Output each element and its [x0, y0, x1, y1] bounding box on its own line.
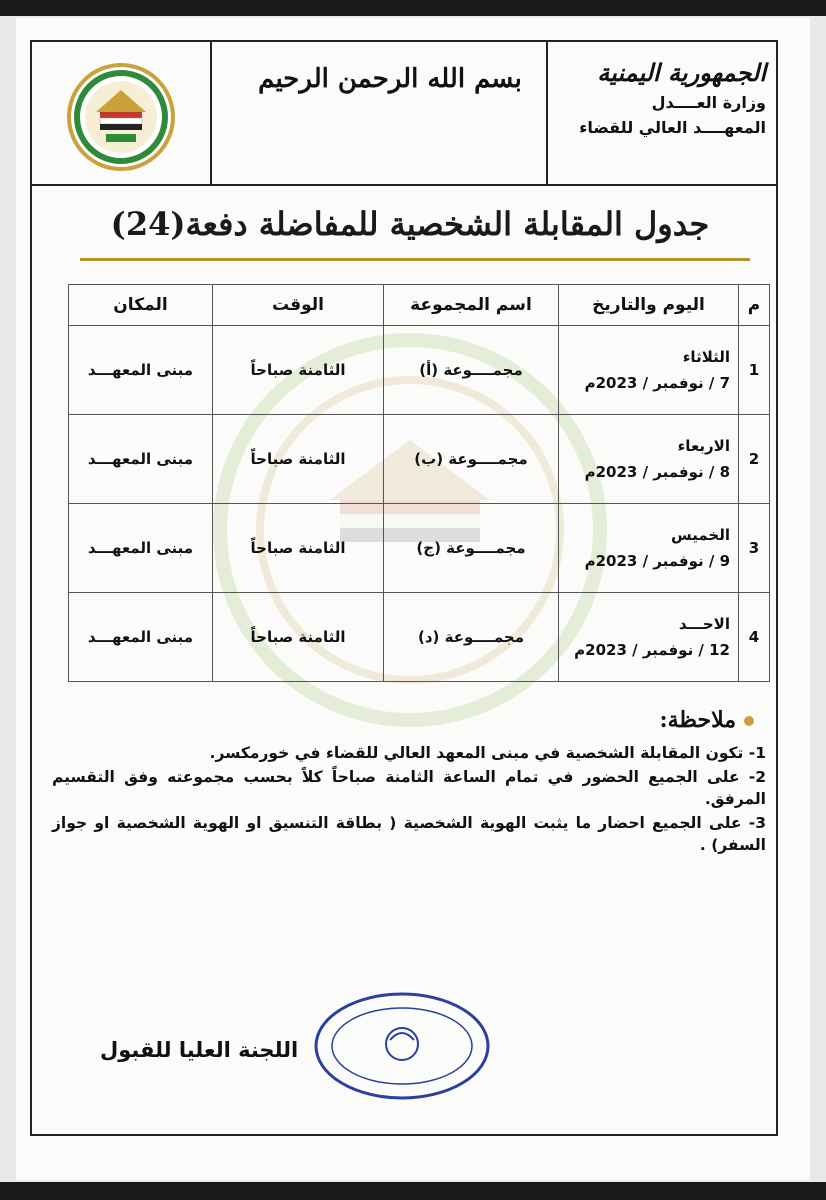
header-num: م [739, 285, 770, 326]
header-divider-left [210, 42, 212, 185]
table-header-row [69, 285, 770, 326]
row-group: مجمــــوعة (د) [384, 593, 559, 682]
notes-heading [660, 707, 754, 733]
institute-name: المعهــــد العالي للقضاء [579, 118, 766, 137]
row-time: الثامنة صباحاً [213, 415, 384, 504]
table-row [69, 504, 770, 593]
header-group: اسم المجموعة [384, 285, 559, 326]
row-date: 12 / نوفمبر / 2023م [574, 641, 730, 659]
row-time: الثامنة صباحاً [213, 593, 384, 682]
note-item: 1- تكون المقابلة الشخصية في مبنى المعهد العالي للقضاء في خورمكسر. [209, 744, 766, 762]
row-day: الخميس [671, 526, 730, 544]
row-date: 9 / نوفمبر / 2023م [584, 552, 730, 570]
row-group: مجمــــوعة (أ) [384, 326, 559, 415]
header-day-date: اليوم والتاريخ [559, 285, 739, 326]
row-day-date [559, 326, 739, 415]
official-stamp-icon [312, 990, 492, 1102]
header-divider-right [546, 42, 548, 185]
row-place: مبنى المعهـــد [69, 326, 213, 415]
row-day: الاربعاء [677, 437, 730, 455]
row-number: 1 [739, 326, 770, 415]
row-group: مجمــــوعة (ج) [384, 504, 559, 593]
row-day-date [559, 504, 739, 593]
row-day: الاحـــد [678, 615, 730, 633]
row-place: مبنى المعهـــد [69, 415, 213, 504]
ministry-name: وزارة العــــدل [651, 93, 766, 112]
top-dark-bar [0, 0, 826, 16]
row-place: مبنى المعهـــد [69, 504, 213, 593]
bottom-dark-bar [0, 1182, 826, 1200]
note-item: 2- على الجميع الحضور في تمام الساعة الثامنة صباحاً كلاً بحسب مجموعته وفق التقسيم المرفق. [52, 768, 766, 808]
row-day-date [559, 593, 739, 682]
schedule-table [68, 284, 770, 682]
row-time: الثامنة صباحاً [213, 326, 384, 415]
row-number: 4 [739, 593, 770, 682]
signature-committee: اللجنة العليا للقبول [100, 1038, 299, 1062]
table-row [69, 593, 770, 682]
row-time: الثامنة صباحاً [213, 504, 384, 593]
organization-block [556, 58, 766, 137]
header-time: الوقت [213, 285, 384, 326]
basmala: بسم الله الرحمن الرحيم [258, 64, 522, 94]
title-underline [80, 258, 750, 261]
row-place: مبنى المعهـــد [69, 593, 213, 682]
country-name: الجمهورية اليمنية [597, 58, 766, 87]
table-row [69, 326, 770, 415]
notes-heading-text: ملاحظة: [659, 707, 736, 733]
row-date: 8 / نوفمبر / 2023م [584, 463, 730, 481]
notes-list [52, 742, 766, 858]
note-item: 3- على الجميع احضار ما يثبت الهوية الشخصية ( بطاقة التنسيق او الهوية الشخصية او جواز السفر) . [52, 814, 766, 854]
table-row [69, 415, 770, 504]
row-day-date [559, 415, 739, 504]
header-bottom-rule [32, 184, 776, 186]
row-number: 2 [739, 415, 770, 504]
header-place: المكان [69, 285, 213, 326]
row-day: الثلاثاء [682, 348, 730, 366]
bullet-icon [744, 716, 754, 726]
institute-logo-icon [66, 62, 176, 172]
row-number: 3 [739, 504, 770, 593]
document-title: جدول المقابلة الشخصية للمفاضلة دفعة(24) [110, 205, 710, 243]
row-group: مجمــــوعة (ب) [384, 415, 559, 504]
row-date: 7 / نوفمبر / 2023م [584, 374, 730, 392]
